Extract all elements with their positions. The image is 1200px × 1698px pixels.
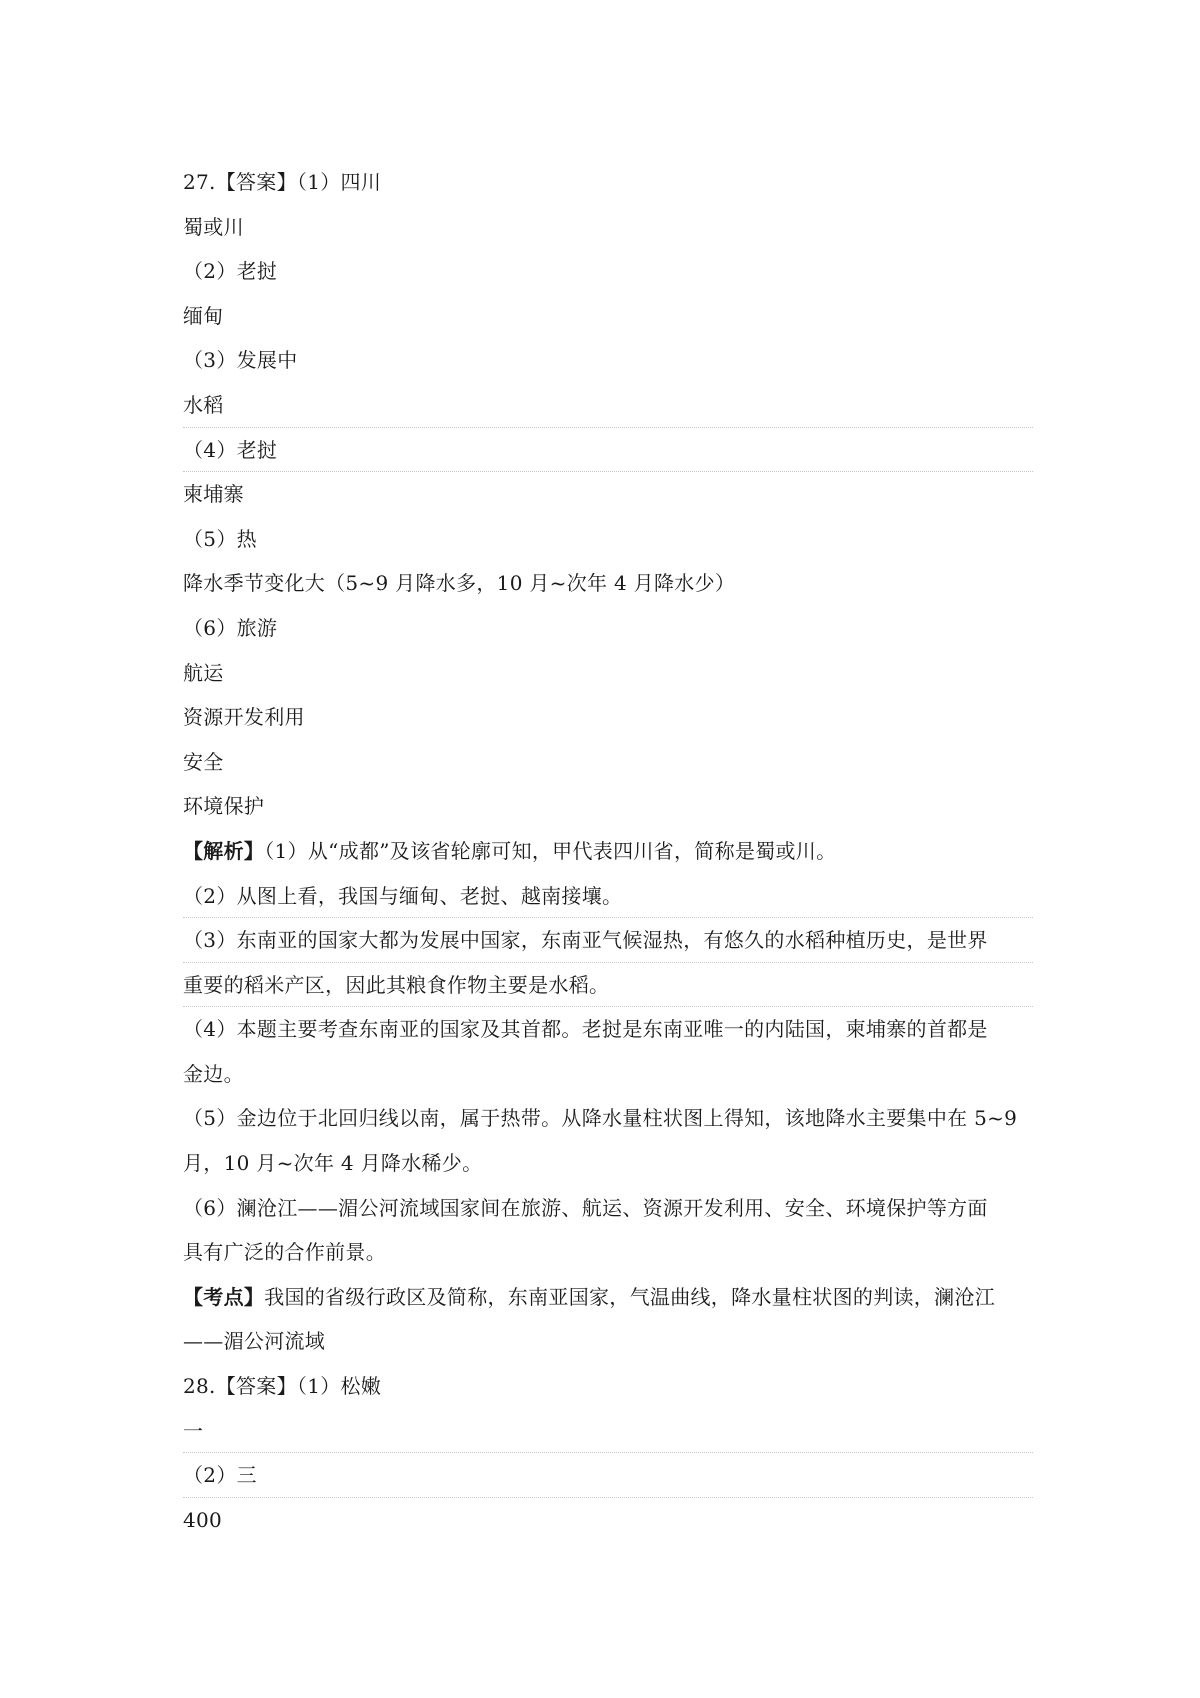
text-line: （5）热	[183, 526, 257, 551]
text-line: （5）金边位于北回归线以南，属于热带。从降水量柱状图上得知，该地降水主要集中在 5~9	[183, 1106, 1018, 1131]
text-line: 金边。	[183, 1061, 244, 1086]
text-line: 缅甸	[183, 303, 224, 328]
text-line: （4）老挝	[183, 428, 1033, 473]
key-point-line: 【考点】我国的省级行政区及简称，东南亚国家，气温曲线，降水量柱状图的判读，澜沧江	[183, 1284, 996, 1309]
text-line: 安全	[183, 749, 224, 774]
text-line: ——湄公河流域	[183, 1329, 326, 1354]
text-line: 资源开发利用	[183, 705, 305, 730]
text-line: 400	[183, 1507, 223, 1532]
text-line: 27.【答案】（1）四川	[183, 170, 382, 194]
text-line: 一	[183, 1409, 1033, 1454]
text-line: 环境保护	[183, 794, 265, 819]
text-line: 重要的稻米产区，因此其粮食作物主要是水稻。	[183, 963, 1033, 1008]
text-line: 月，10 月~次年 4 月降水稀少。	[183, 1151, 483, 1176]
text-line: （2）老挝	[183, 259, 278, 284]
analysis-tag: 【解析】	[183, 838, 265, 863]
text-line: （3）发展中	[183, 348, 298, 373]
analysis-line: 【解析】（1）从“成都”及该省轮廓可知，甲代表四川省，简称是蜀或川。	[183, 838, 837, 863]
text-line: 航运	[183, 660, 224, 685]
answer-content	[183, 160, 1033, 1542]
text-line: （6）旅游	[183, 615, 278, 640]
text-line: 降水季节变化大（5~9 月降水多，10 月~次年 4 月降水少）	[183, 571, 736, 596]
text-line: （2）三	[183, 1453, 1033, 1498]
text-line: 蜀或川	[183, 214, 244, 239]
text-line: 水稻	[183, 383, 1033, 428]
text-line: （3）东南亚的国家大都为发展中国家，东南亚气候湿热，有悠久的水稻种植历史，是世界	[183, 918, 1033, 963]
text-line: （4）本题主要考查东南亚的国家及其首都。老挝是东南亚唯一的内陆国，柬埔寨的首都是	[183, 1017, 988, 1042]
text-line: 具有广泛的合作前景。	[183, 1240, 386, 1265]
key-point-tag: 【考点】	[183, 1284, 265, 1309]
text-line: 柬埔寨	[183, 482, 244, 507]
text-line: （2）从图上看，我国与缅甸、老挝、越南接壤。	[183, 874, 1033, 919]
text-line: （6）澜沧江——湄公河流域国家间在旅游、航运、资源开发利用、安全、环境保护等方面	[183, 1195, 988, 1220]
text-line: 28.【答案】（1）松嫩	[183, 1374, 382, 1399]
